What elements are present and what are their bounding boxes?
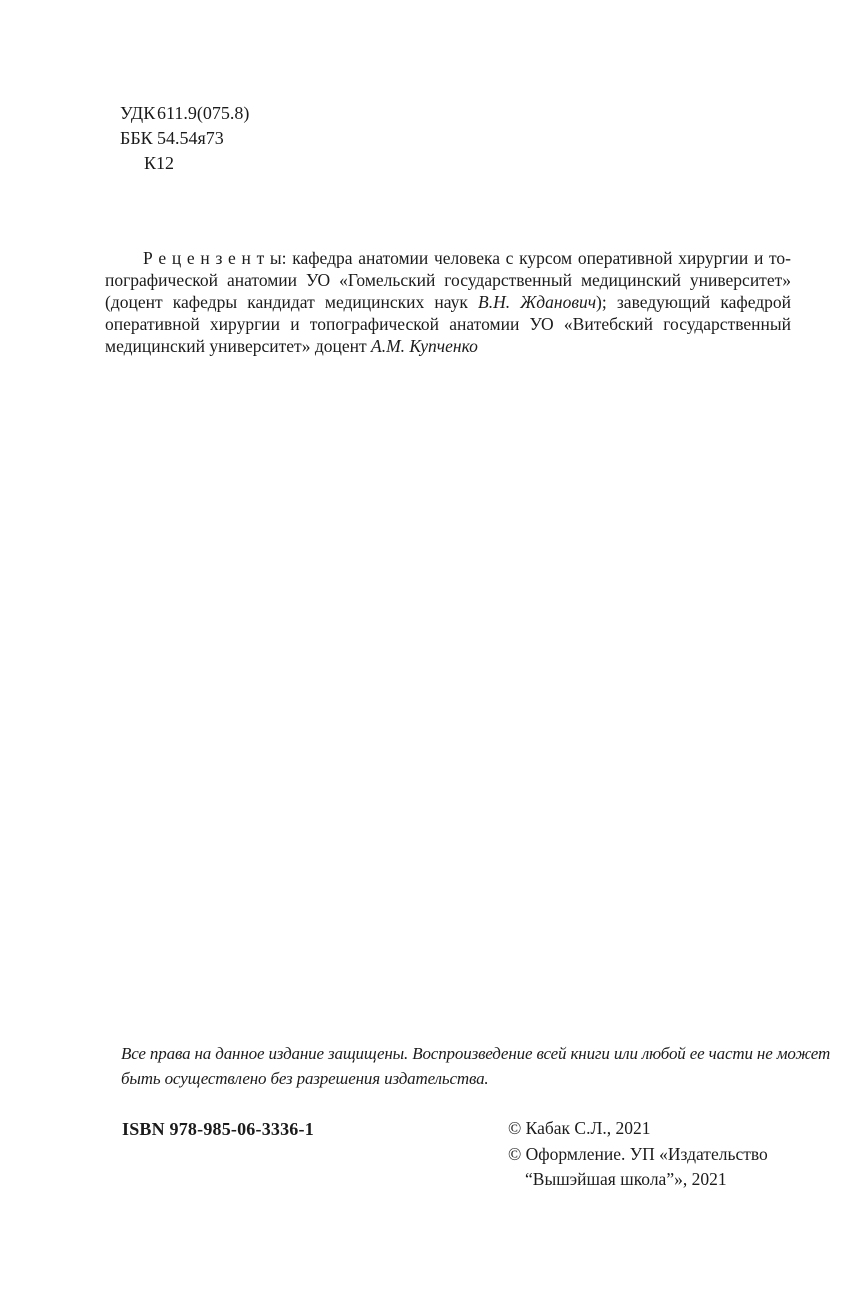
reviewers-line-1 xyxy=(105,247,791,269)
rights-notice xyxy=(121,1042,830,1091)
rights-notice-line-2: быть осуществлено без разрешения издательства. xyxy=(121,1068,489,1088)
udk-row xyxy=(120,101,249,126)
bbk-label: ББК xyxy=(120,128,153,148)
author-code-row xyxy=(120,151,249,176)
reviewers-line-3 xyxy=(105,291,791,313)
reviewers-text: ); заведующий кафедрой xyxy=(596,292,792,312)
copyright-author: © Кабак С.Л., 2021 xyxy=(508,1118,651,1138)
reviewers-text: медицинский университет» доцент xyxy=(105,336,372,356)
bbk-value: 54.54я73 xyxy=(157,128,224,148)
copyright-block xyxy=(508,1116,768,1193)
rights-notice-line-1: Все права на данное издание защищены. Воспроизведение всей книги или любой ее части не может xyxy=(121,1044,831,1063)
copyright-publisher-line-2: “Вышэйшая школа”», 2021 xyxy=(525,1169,727,1189)
udk-label: УДК xyxy=(120,103,156,123)
reviewer-name: А.М. Купченко xyxy=(371,336,478,356)
copyright-publisher-line-1: © Оформление. УП «Издательство xyxy=(508,1143,768,1164)
isbn-number: ISBN 978-985-06-3336-1 xyxy=(122,1119,314,1139)
udk-value: 611.9(075.8) xyxy=(157,103,250,123)
reviewers-line-2 xyxy=(105,269,791,291)
reviewers-paragraph xyxy=(105,247,791,357)
reviewers-text: Р е ц е н з е н т ы: кафедра анатомии человека с курсом оперативной хирургии и то- xyxy=(143,248,791,268)
reviewer-name: В.Н. Жданович xyxy=(478,292,597,312)
reviewers-text: (доцент кафедры кандидат медицинских наук xyxy=(105,292,479,312)
author-code: К12 xyxy=(144,153,175,173)
classification-block xyxy=(120,101,249,176)
reviewers-text: пографической анатомии УО «Гомельский государственный медицинский университет» xyxy=(105,270,791,290)
reviewers-line-5 xyxy=(105,335,791,357)
reviewers-line-4 xyxy=(105,313,791,335)
bbk-row xyxy=(120,126,249,151)
reviewers-text: оперативной хирургии и топографической анатомии УО «Витебский государственный xyxy=(105,314,791,334)
